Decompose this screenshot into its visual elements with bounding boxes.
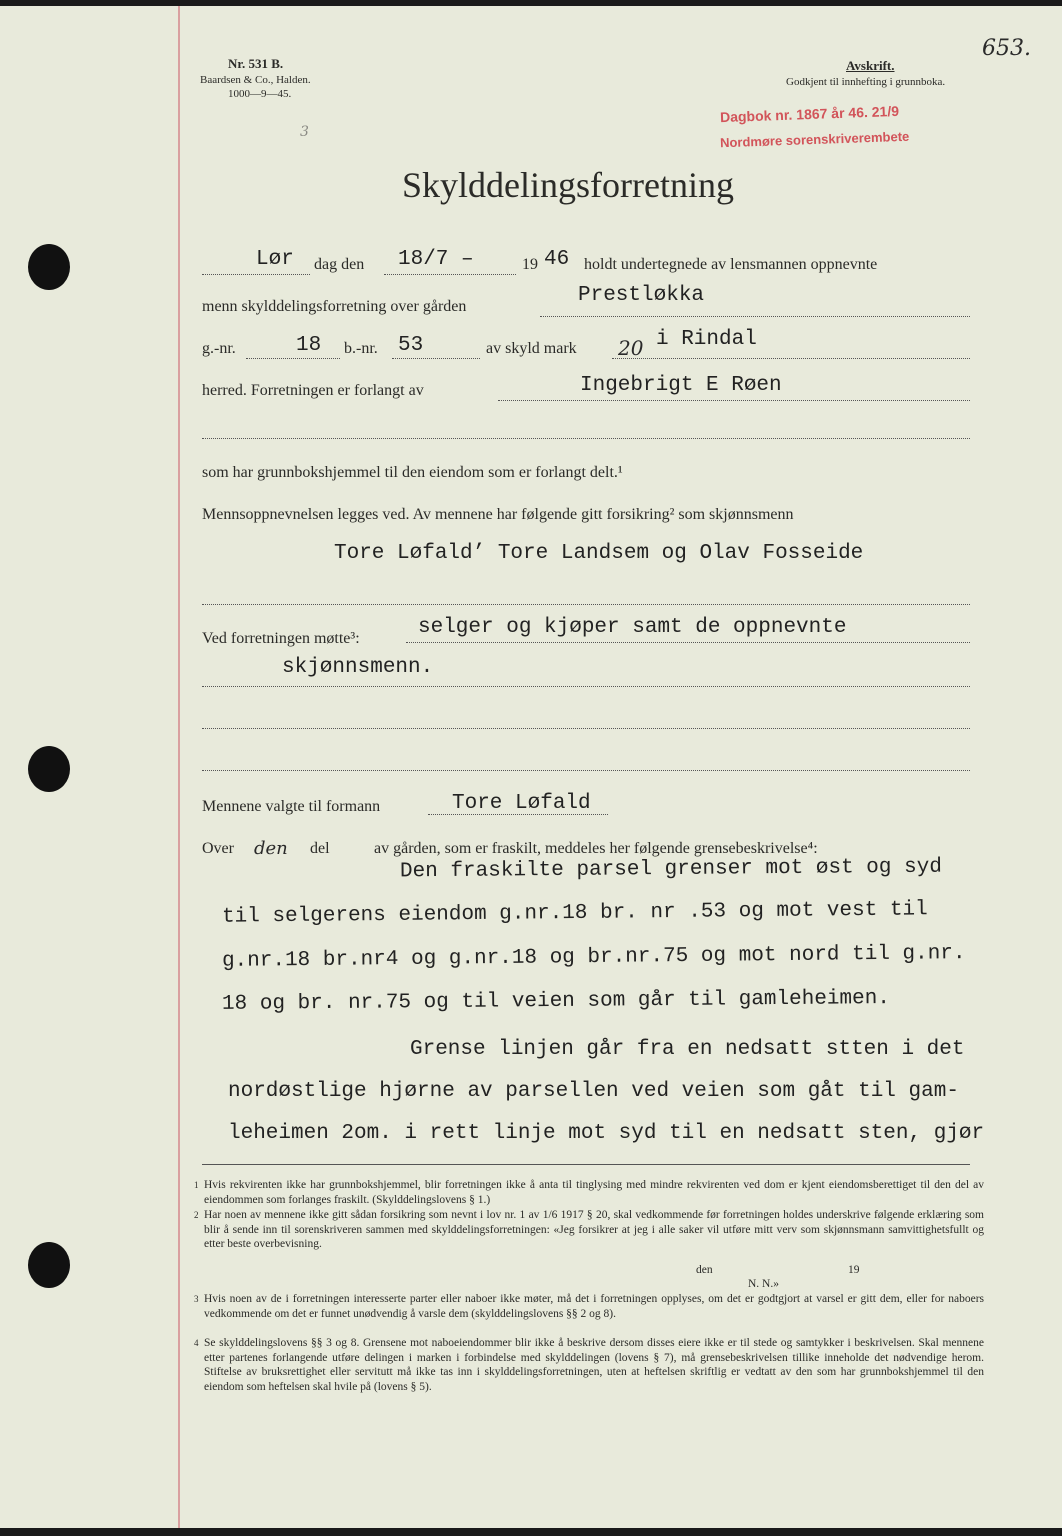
description-line-1: Den fraskilte parsel grenser mot øst og syd: [399, 855, 942, 884]
printer-name: Baardsen & Co., Halden.: [200, 74, 311, 86]
gnr-label: g.-nr.: [202, 340, 236, 357]
skyld-value: 20: [618, 336, 644, 360]
description-line-4: 18 og br. nr.75 og til veien som går til gamleheimen.: [221, 987, 891, 1016]
date-field: 18/7 –: [398, 248, 474, 271]
footnote-3: 3 Hvis noen av de i forretningen interesserte parter eller naboer ikke møter, må det i forretningen opplyses, om det er godtgjort at varsel er gitt dem, eller for naboers vedkommende om det er funnet unødvendig å varsle dem (skylddelingslovens §§ 2 og 8).: [194, 1293, 984, 1320]
diary-stamp-line1: Dagbok nr. 1867 år 46. 21/9: [719, 102, 900, 126]
men-text: menn skylddelingsforretning over gården: [202, 298, 467, 315]
grunnbok-text: som har grunnbokshjemmel til den eiendom som er forlangt delt.¹: [202, 464, 623, 481]
over-label: Over: [202, 840, 234, 857]
bnr-value: 53: [398, 334, 424, 357]
avskrift-label: Avskrift.: [846, 58, 895, 73]
chairman-value: Tore Løfald: [452, 792, 591, 815]
requested-by: Ingebrigt E Røen: [580, 374, 782, 397]
farm-name: Prestløkka: [578, 284, 705, 307]
gnr-value: 18: [296, 334, 322, 357]
description-line-7: leheimen 2om. i rett linje mot syd til en nedsatt sten, gjør: [228, 1122, 985, 1145]
footnote-2-year: 19: [848, 1264, 860, 1276]
pencil-mark: 3: [300, 124, 309, 140]
footnote-4: 4 Se skylddelingslovens §§ 3 og 8. Grensene mot naboeiendommer blir ikke å beskrive dersom disses eiere ikke er til stede og samtykker i beskrivelsen. Skal mennene etter partenes forlangende utføre delingen i marken i forbindelse med skylddelingen (lovens § 7), må grensebeskrivelsen tillike inneholde det nødvendige herom. Stiftelse av bruksrettighet eller servitutt må ikke tas inn i skylddelingsforretningen, uten at heftelsen skriftlig er vedtatt av den som har grunnbokshjemmel til den eiendom som heftelsen skal hvile på (lovens § 5).: [194, 1337, 984, 1393]
held-text: holdt undertegnede av lensmannen oppnevnte: [584, 256, 878, 273]
page-number: 653.: [982, 36, 1031, 61]
document-title: Skylddelingsforretning: [402, 165, 734, 205]
footnote-1: 1 Hvis rekvirenten ikke har grunnbokshjemmel, blir forretningen ikke å anta til tinglysing med mindre rekvirenten ved dom er kjent eiendomsberettiget til den del av eiendommen som forlanges fraskilt. (Skylddelingslovens § 1.): [194, 1179, 984, 1206]
form-number: Nr. 531 B.: [228, 56, 284, 71]
del-label: del: [310, 840, 330, 857]
print-run: 1000—9—45.: [228, 88, 292, 100]
footnote-2-den: den: [696, 1264, 713, 1276]
herred-label: herred. Forretningen er forlangt av: [202, 382, 424, 399]
bnr-label: b.-nr.: [344, 340, 378, 357]
description-line-3: g.nr.18 br.nr4 og g.nr.18 og br.nr.75 og mot nord til g.nr.: [221, 942, 966, 973]
day-field: Lør: [256, 248, 294, 271]
document-page: [0, 6, 1062, 1528]
year-prefix: 19: [522, 256, 538, 273]
footnote-separator: [202, 1164, 970, 1165]
mennsoppnevnelse-text: Mennsoppnevnelsen legges ved. Av mennene har følgende gitt forsikring² som skjønnsmenn: [202, 506, 794, 523]
footnote-2: 2 Har noen av mennene ikke gitt sådan forsikring som nevnt i lov nr. 1 av 1/6 1917 § 20, skal vedkommende før forretningen holdes underskrive følgende erklæring som blir å sende inn til sorenskriveren sammen med skylddelingsforretningen: «Jeg forsikrer at jeg i alle saker vil utføre mitt verv som skjønnsmann samvittighetsfullt og etter beste overbevisning.: [194, 1209, 984, 1250]
municipality: i Rindal: [656, 328, 757, 351]
attended-line2: skjønnsmenn.: [282, 656, 434, 679]
footnote-2-signature: N. N.»: [748, 1278, 779, 1290]
attended-label: Ved forretningen møtte³:: [202, 630, 360, 647]
appraisers: Tore Løfald’ Tore Landsem og Olav Fosseide: [334, 542, 864, 565]
boundary-label: av gården, som er fraskilt, meddeles her følgende grensebeskrivelse⁴:: [374, 840, 818, 857]
approval-note: Godkjent til innhefting i grunnboka.: [786, 76, 946, 88]
description-line-6: nordøstlige hjørne av parsellen ved veien som gåt til gam-: [228, 1080, 959, 1103]
description-line-5: Grense linjen går fra en nedsatt stten i det: [410, 1038, 965, 1061]
punch-hole-middle: [28, 746, 70, 792]
attended-line1: selger og kjøper samt de oppnevnte: [418, 616, 847, 639]
diary-stamp-line2: Nordmøre sorenskriverembete: [719, 128, 910, 151]
skyld-label: av skyld mark: [486, 340, 577, 357]
year-suffix: 46: [544, 248, 570, 271]
punch-hole-bottom: [28, 1242, 70, 1288]
punch-hole-top: [28, 244, 70, 290]
over-value: den: [254, 838, 288, 859]
chairman-label: Mennene valgte til formann: [202, 798, 381, 815]
red-margin-line: [178, 6, 180, 1528]
description-line-2: til selgerens eiendom g.nr.18 br. nr .53 og mot vest til: [221, 898, 928, 929]
dag-den-label: dag den: [314, 256, 365, 273]
